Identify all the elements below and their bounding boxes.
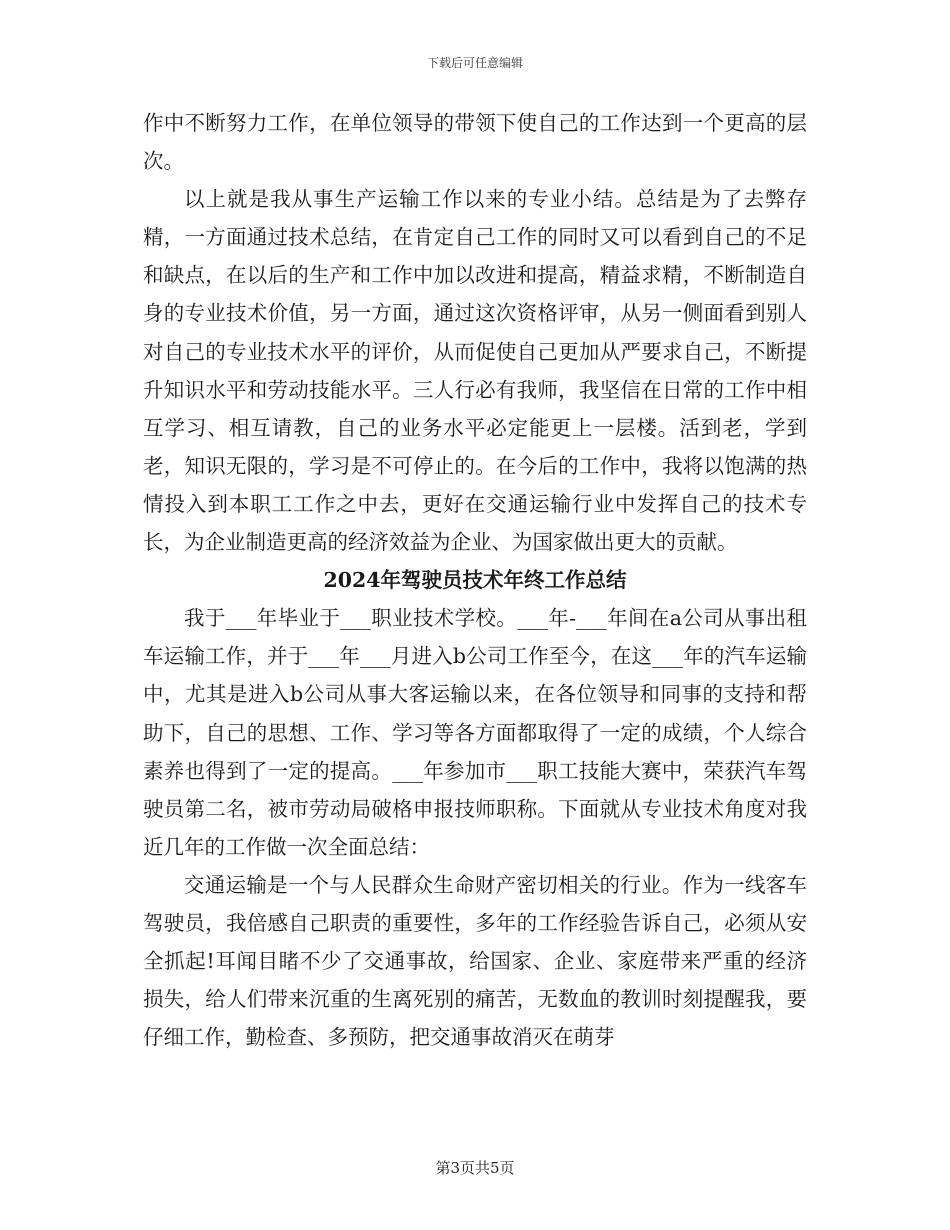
page-header: 下载后可任意编辑: [426, 56, 523, 70]
paragraph-continuation: 作中不断努力工作，在单位领导的带领下使自己的工作达到一个更高的层次。: [143, 111, 807, 174]
page-number: 第3页共5页: [435, 1159, 515, 1177]
paragraph-safety: 交通运输是一个与人民群众生命财产密切相关的行业。作为一线客车驾驶员，我倍感自己职责的重要性，多年的工作经验告诉自己，必须从安全抓起!耳闻目睹不少了交通事故，给国家、企业、家庭带来严重的经济损失，给人们带来沉重的生离死别的痛苦，无数血的教训时刻提醒我，要仔细工作，勤检查、多预防，把交通事故消灭在萌芽: [143, 872, 807, 1050]
document-body: [143, 104, 807, 1056]
section-title: 2024年驾驶员技术年终工作总结: [323, 568, 627, 593]
paragraph-intro: 我于___年毕业于___职业技术学校。___年-___年间在a公司从事出租车运输工作，并于___年___月进入b公司工作至今，在这___年的汽车运输中，尤其是进入b公司从事大客运输以来，在各位领导和同事的支持和帮助下，自己的思想、工作、学习等各方面都取得了一定的成绩，个人综合素养也得到了一定的提高。___年参加市___职工技能大赛中，荣获汽车驾驶员第二名，被市劳动局破格申报技师职称。下面就从专业技术角度对我近几年的工作做一次全面总结：: [143, 606, 807, 859]
paragraph-summary: 以上就是我从事生产运输工作以来的专业小结。总结是为了去弊存精，一方面通过技术总结，在肯定自己工作的同时又可以看到自己的不足和缺点，在以后的生产和工作中加以改进和提高，精益求精，不断制造自身的专业技术价值，另一方面，通过这次资格评审，从另一侧面看到别人对自己的专业技术水平的评价，从而促使自己更加从严要求自己，不断提升知识水平和劳动技能水平。三人行必有我师，我坚信在日常的工作中相互学习、相互请教，自己的业务水平必定能更上一层楼。活到老，学到老，知识无限的，学习是不可停止的。在今后的工作中，我将以饱满的热情投入到本职工工作之中去，更好在交通运输行业中发挥自己的技术专长，为企业制造更高的经济效益为企业、为国家做出更大的贡献。: [143, 187, 807, 555]
